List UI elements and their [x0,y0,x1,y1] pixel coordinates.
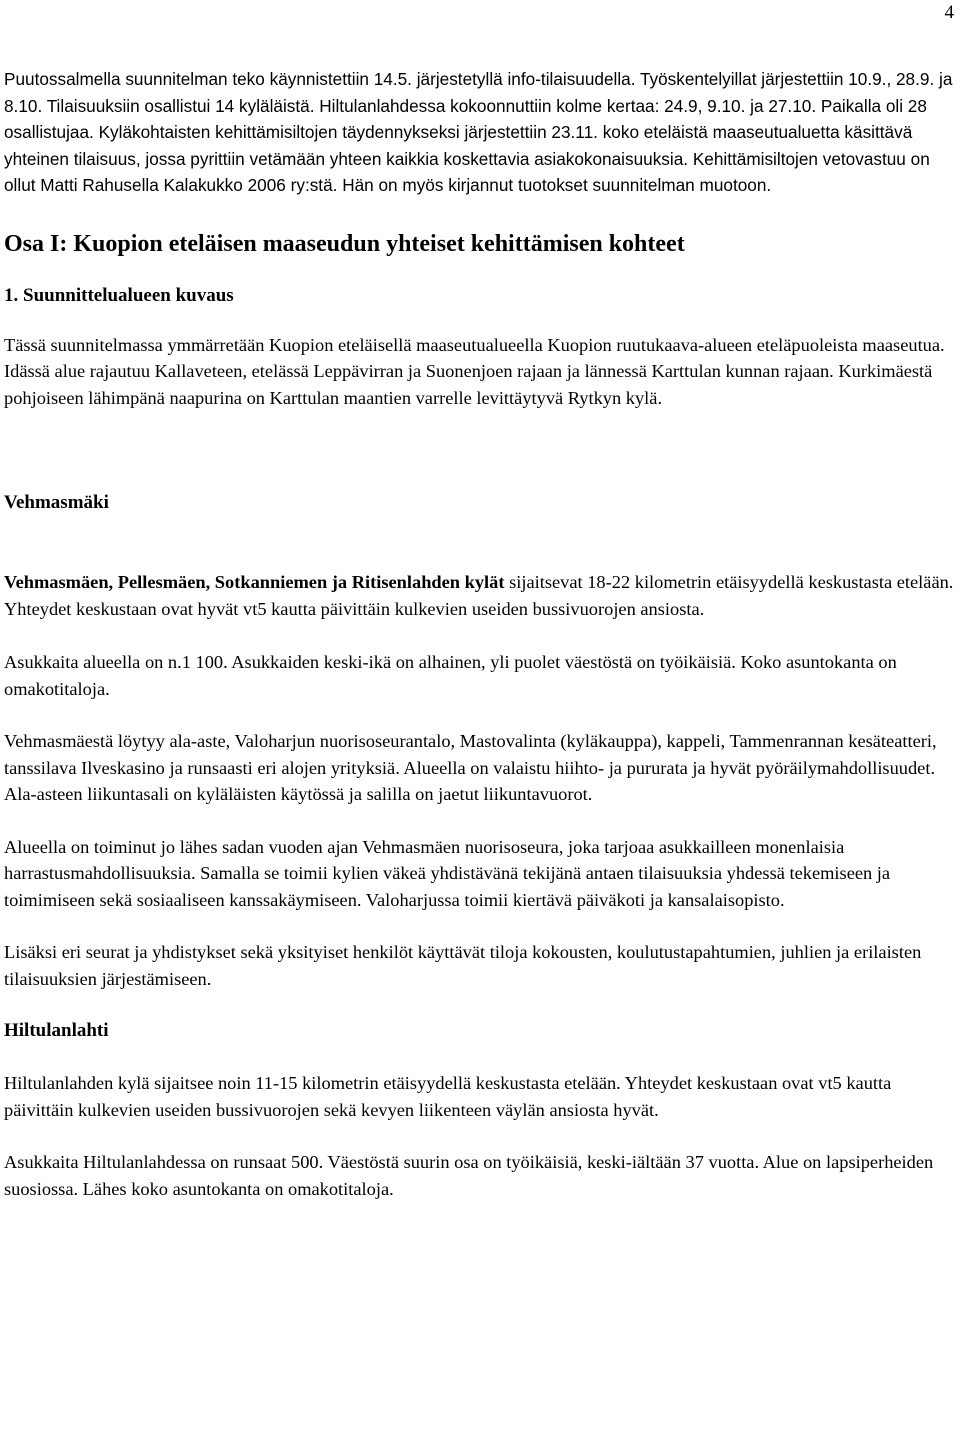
page-number: 4 [944,2,954,23]
vehmasmaki-villages-paragraph [4,569,954,622]
part-heading: Osa I: Kuopion eteläisen maaseudun yhteiset kehittämisen kohteet [4,230,685,257]
villages-names: Vehmasmäen, Pellesmäen, Sotkanniemen ja Ritisenlahden kylät [4,572,505,592]
subheading-vehmasmaki: Vehmasmäki [4,492,109,513]
document-page [4,66,954,1202]
vehmasmaki-population-paragraph: Asukkaita alueella on n.1 100. Asukkaiden keski-ikä on alhainen, yli puolet väestöstä on työikäisiä. Koko asuntokanta on omakotitaloja. [4,652,897,699]
vehmasmaki-usage-paragraph: Lisäksi eri seurat ja yhdistykset sekä yksityiset henkilöt käyttävät tiloja kokousten, koulutustapahtumien, juhlien ja erilaisten tilaisuuksien järjestämiseen. [4,942,922,989]
hiltulanlahti-population-paragraph: Asukkaita Hiltulanlahdessa on runsaat 500. Väestöstä suurin osa on työikäisiä, keski-iältään 37 vuotta. Alue on lapsiperheiden suosiossa. Lähes koko asuntokanta on omakotitaloja. [4,1152,934,1199]
villages-location-text: sijaitsevat 18-22 kilometrin etäisyydellä keskustasta etelään. Yhteydet keskustaan ovat hyvät vt5 kautta päivittäin kulkevien useiden bussivuorojen ansiosta. [4,572,954,619]
intro-paragraph: Puutossalmella suunnitelman teko käynnistettiin 14.5. järjestetyllä info-tilaisuudella. Työskentelyillat järjestettiin 10.9., 28.9. ja 8.10. Tilaisuuksiin osallistui 14 kyläläistä. Hiltulanlahdessa kokoonnuttiin kolme kertaa: 24.9, 9.10. ja 27.10. Paikalla oli 28 osallistujaa. Kyläkohtaisten kehittämisiltojen täydennykseksi järjestettiin 23.11. koko eteläistä maaseutualuetta käsittävä yhteinen tilaisuus, jossa pyrittiin vetämään yhteen kaikkia koskettavia asiakokonaisuuksia. Kehittämisiltojen vetovastuu on ollut Matti Rahusella Kalakukko 2006 ry:stä. Hän on myös kirjannut tuotokset suunnitelman muotoon. [4,69,953,195]
vehmasmaki-services-paragraph: Vehmasmäestä löytyy ala-aste, Valoharjun nuorisoseurantalo, Mastovalinta (kyläkauppa), kappeli, Tammenrannan kesäteatteri, tanssilava Ilveskasino ja runsaasti eri alojen yrityksiä. Alueella on valaistu hiihto- ja pururata ja hyvät pyöräilymahdollisuudet. Ala-asteen liikuntasali on kyläläisten käytössä ja salilla on jaetut liikuntavuorot. [4,731,937,804]
hiltulanlahti-location-paragraph: Hiltulanlahden kylä sijaitsee noin 11-15 kilometrin etäisyydellä keskustasta etelään. Yhteydet keskustaan ovat vt5 kautta päivittäin kulkevien useiden bussivuorojen sekä kevyen liikenteen väylän ansiosta hyvät. [4,1073,892,1120]
vehmasmaki-association-paragraph: Alueella on toiminut jo lähes sadan vuoden ajan Vehmasmäen nuorisoseura, joka tarjoaa asukkailleen monenlaisia harrastusmahdollisuuksia. Samalla se toimii kylien väkeä yhdistävänä tekijänä antaen tilaisuuksia yhdessä tekemiseen ja toimimiseen sekä sosiaaliseen kanssakäymiseen. Valoharjussa toimii kiertävä päiväkoti ja kansalaisopisto. [4,836,891,910]
section-heading: 1. Suunnittelualueen kuvaus [4,284,234,306]
subheading-hiltulanlahti: Hiltulanlahti [4,1020,109,1041]
section-description-paragraph: Tässä suunnitelmassa ymmärretään Kuopion eteläisellä maaseutualueella Kuopion ruutukaava-alueen eteläpuoleista maaseutua. Idässä alue rajautuu Kallaveteen, etelässä Leppävirran ja Suonenjoen rajaan ja lännessä Karttulan kunnan rajaan. Kurkimäestä pohjoiseen lähimpänä naapurina on Karttulan maantien varrelle levittäytyvä Rytkyn kylä. [4,334,945,408]
